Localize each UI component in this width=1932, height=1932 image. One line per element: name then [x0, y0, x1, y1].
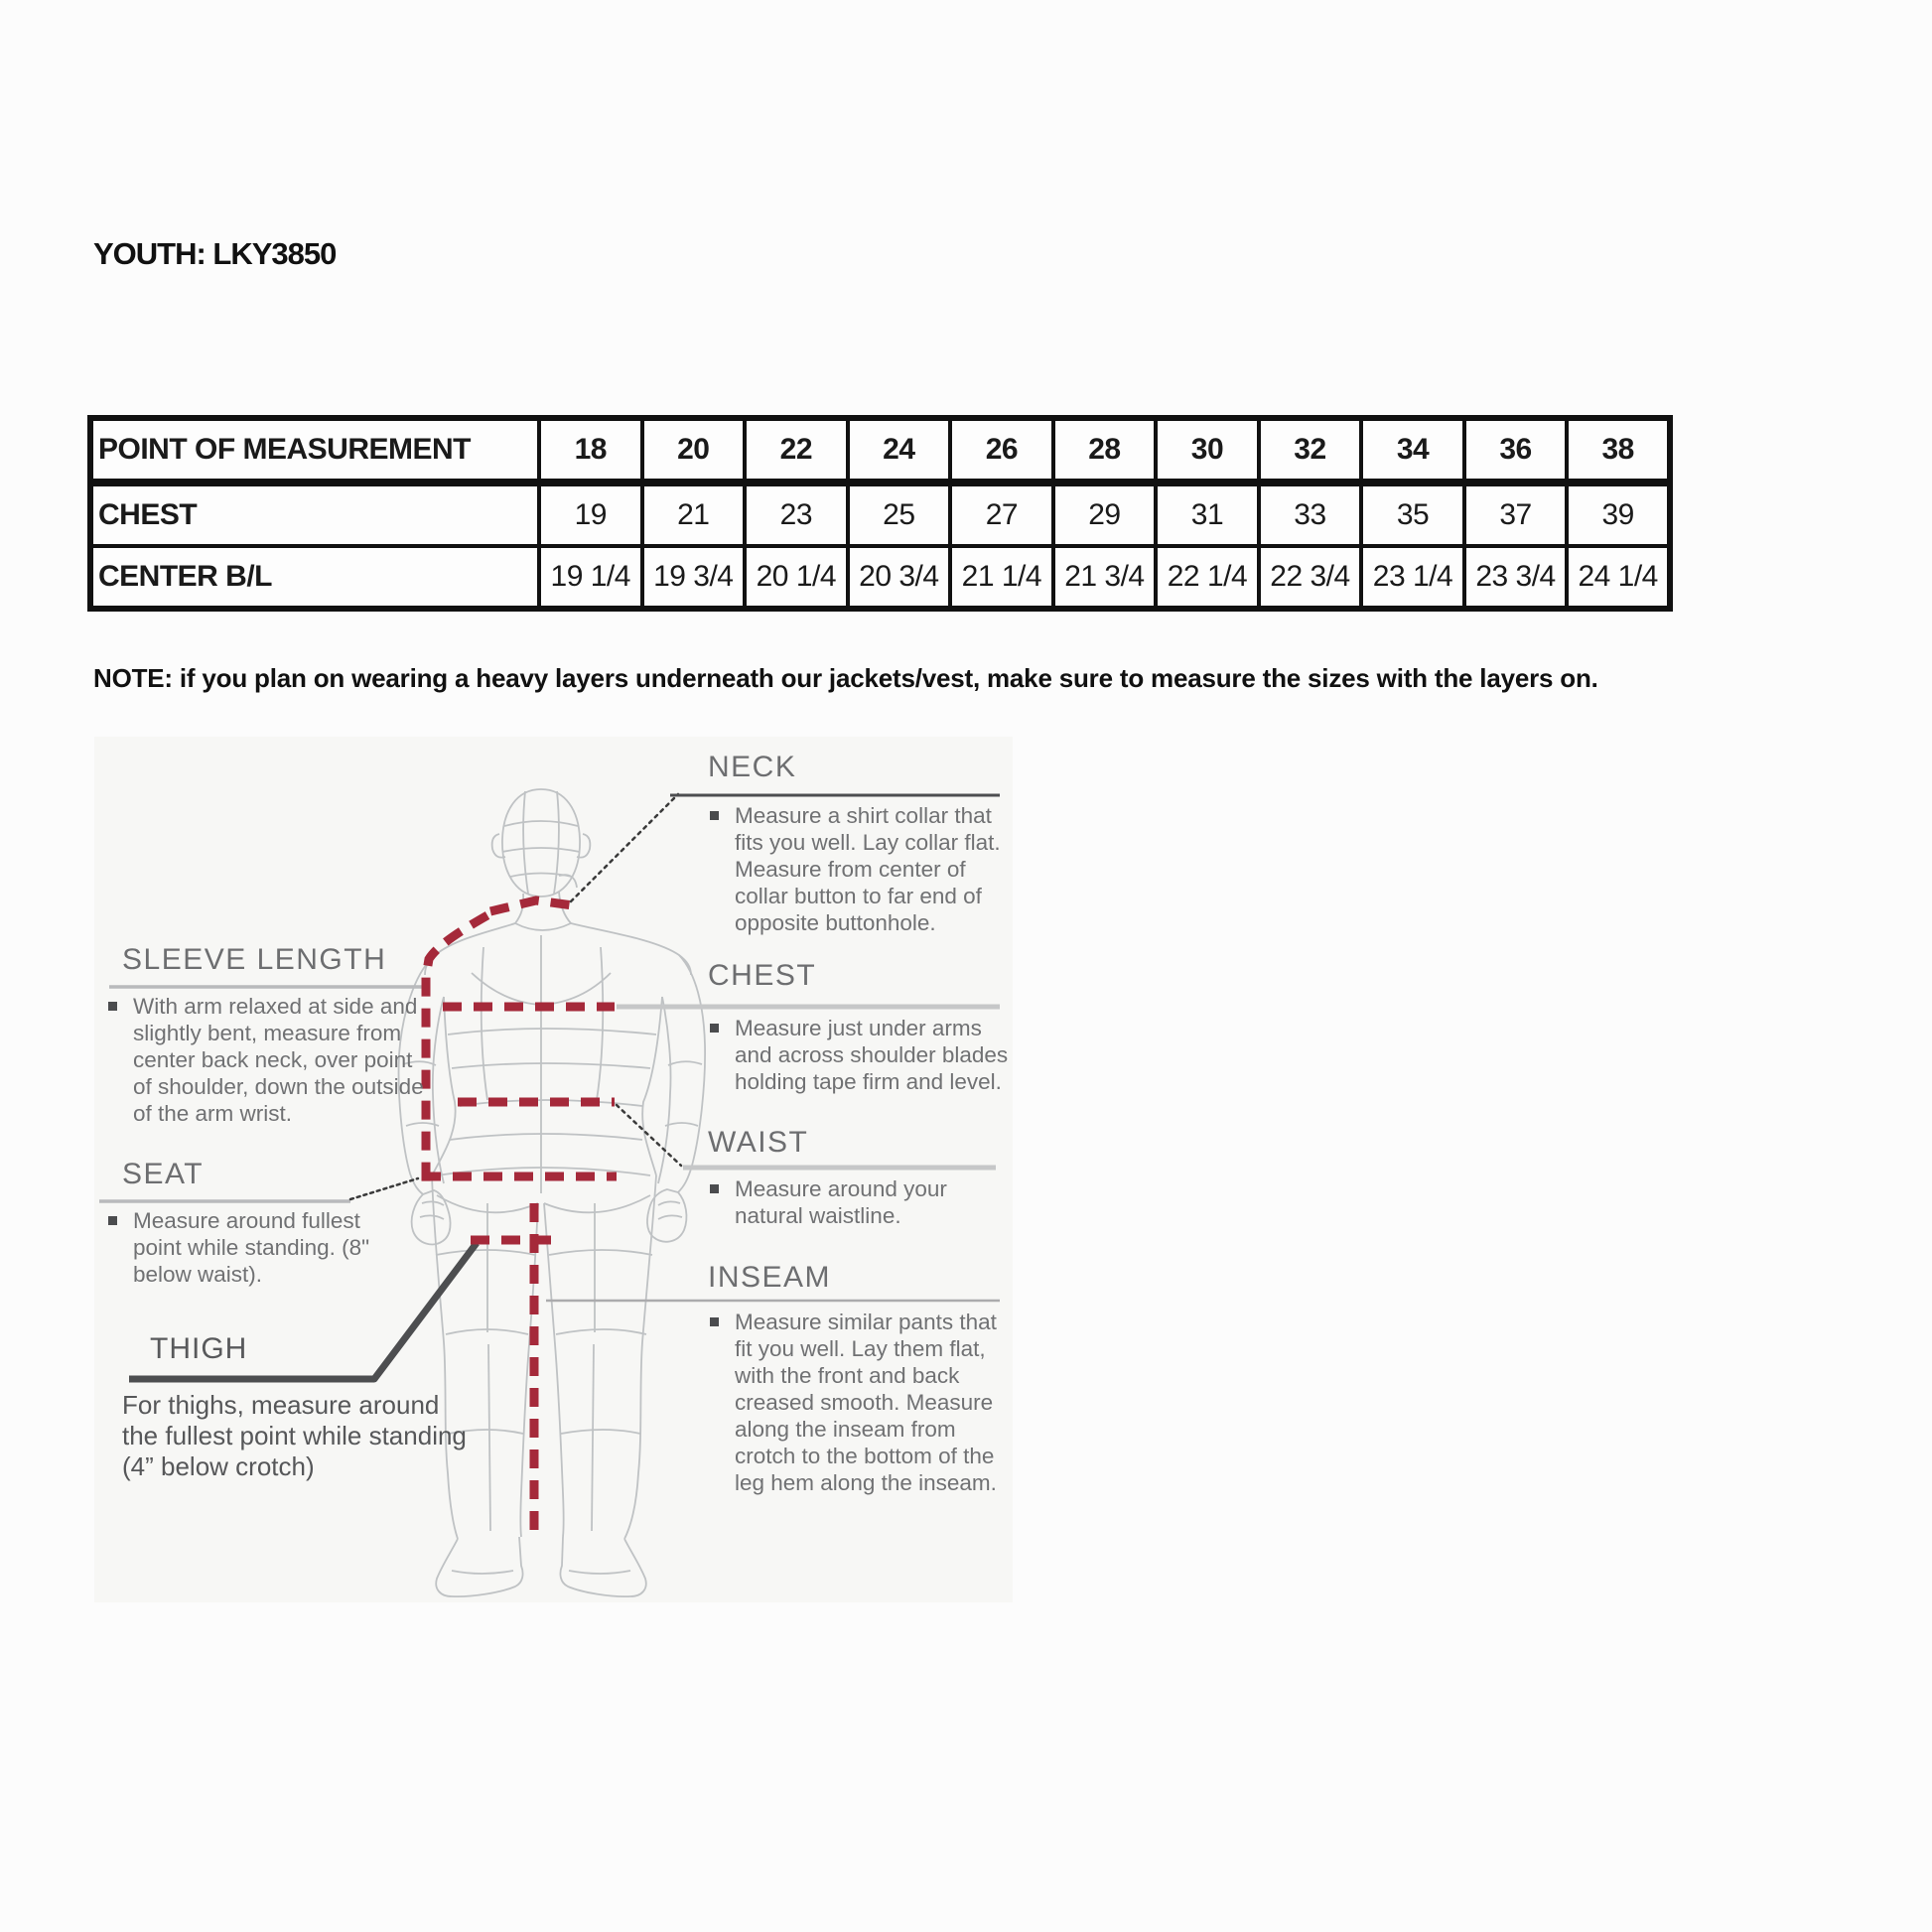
column-header-size: 28: [1053, 418, 1157, 483]
sleeve-length-description: With arm relaxed at side and slightly bent, measure from center back neck, over point of shoulder, down the outside of the arm wrist.: [106, 993, 428, 1127]
seat-description: Measure around fullest point while standing. (8" below waist).: [106, 1207, 410, 1288]
column-header-size: 34: [1361, 418, 1464, 483]
page-title: YOUTH: LKY3850: [93, 236, 337, 271]
label-chest: [708, 959, 1016, 1095]
column-header-size: 30: [1156, 418, 1259, 483]
waist-description: Measure around your natural waistline.: [708, 1175, 966, 1229]
thigh-description: For thighs, measure around the fullest point while standing (4” below crotch): [122, 1390, 467, 1481]
column-header-size: 22: [745, 418, 848, 483]
table-header-point-of-measurement: POINT OF MEASUREMENT: [90, 418, 539, 483]
cell: 21 3/4: [1053, 546, 1157, 609]
column-header-size: 24: [848, 418, 951, 483]
measurement-diagram: [94, 737, 1013, 1602]
neck-heading: NECK: [708, 751, 797, 783]
seat-heading: SEAT: [122, 1158, 205, 1190]
cell: 23 1/4: [1361, 546, 1464, 609]
cell: 24 1/4: [1567, 546, 1670, 609]
cell: 23 3/4: [1464, 546, 1568, 609]
size-table: [87, 415, 1673, 612]
waist-heading: WAIST: [708, 1126, 809, 1159]
column-header-size: 32: [1259, 418, 1362, 483]
inseam-heading: INSEAM: [708, 1261, 832, 1294]
cell: 39: [1567, 483, 1670, 546]
cell: 29: [1053, 483, 1157, 546]
sleeve-length-heading: SLEEVE LENGTH: [122, 943, 387, 976]
label-waist: [708, 1126, 966, 1229]
note-text: NOTE: if you plan on wearing a heavy layers underneath our jackets/vest, make sure to measure the sizes with the layers on.: [93, 663, 1598, 693]
column-header-size: 36: [1464, 418, 1568, 483]
label-thigh: [122, 1332, 468, 1482]
cell: 35: [1361, 483, 1464, 546]
cell: 37: [1464, 483, 1568, 546]
cell: 27: [950, 483, 1053, 546]
column-header-size: 20: [642, 418, 746, 483]
label-inseam: [708, 1261, 1011, 1496]
cell: 31: [1156, 483, 1259, 546]
thigh-heading: THIGH: [150, 1332, 248, 1365]
inseam-description: Measure similar pants that fit you well. Lay them flat, with the front and back creased smooth. Measure along the inseam from crotch to the bottom of the leg hem along the inseam.: [708, 1309, 1011, 1496]
label-sleeve-length: [122, 943, 428, 1127]
chest-description: Measure just under arms and across shoulder blades holding tape firm and level.: [708, 1015, 1016, 1095]
cell: 25: [848, 483, 951, 546]
cell: 19 3/4: [642, 546, 746, 609]
cell: 23: [745, 483, 848, 546]
column-header-size: 18: [539, 418, 642, 483]
chest-heading: CHEST: [708, 959, 817, 992]
column-header-size: 38: [1567, 418, 1670, 483]
cell: 33: [1259, 483, 1362, 546]
cell: 22 1/4: [1156, 546, 1259, 609]
cell: 19: [539, 483, 642, 546]
table-header-row: [90, 418, 1670, 483]
cell: 21 1/4: [950, 546, 1053, 609]
cell: 20 3/4: [848, 546, 951, 609]
table-row-chest: [90, 483, 1670, 546]
label-seat: [122, 1158, 410, 1288]
cell: 21: [642, 483, 746, 546]
neck-description: Measure a shirt collar that fits you well. Lay collar flat. Measure from center of collar button to far end of opposite buttonhole.: [708, 802, 1006, 936]
row-label: CHEST: [90, 483, 539, 546]
label-neck: [708, 751, 1006, 936]
row-label: CENTER B/L: [90, 546, 539, 609]
cell: 20 1/4: [745, 546, 848, 609]
cell: 22 3/4: [1259, 546, 1362, 609]
table-row-center-bl: [90, 546, 1670, 609]
cell: 19 1/4: [539, 546, 642, 609]
column-header-size: 26: [950, 418, 1053, 483]
